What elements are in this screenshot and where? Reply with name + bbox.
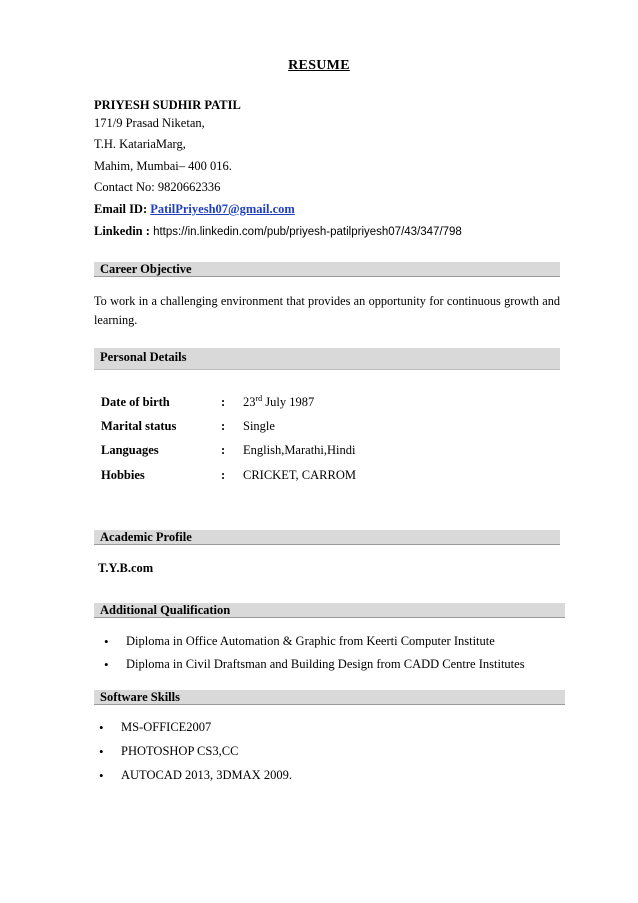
- qualification-text: Diploma in Civil Draftsman and Building Design from CADD Centre Institutes: [126, 657, 525, 671]
- label-date-of-birth: Date of birth: [101, 395, 170, 409]
- value-date-of-birth: [243, 395, 314, 410]
- bullet-icon: •: [99, 768, 104, 783]
- contact-number: Contact No: 9820662336: [94, 180, 221, 194]
- colon-separator: :: [221, 443, 226, 457]
- skill-text: AUTOCAD 2013, 3DMAX 2009.: [121, 768, 292, 782]
- address-line-3: Mahim, Mumbai– 400 016.: [94, 159, 232, 173]
- dob-day: 23: [243, 395, 256, 409]
- email-label: Email ID:: [94, 202, 148, 216]
- value-hobbies: CRICKET, CARROM: [243, 468, 356, 482]
- qualification-text: Diploma in Office Automation & Graphic from Keerti Computer Institute: [126, 634, 495, 648]
- bullet-icon: •: [104, 657, 109, 672]
- address-line-1: 171/9 Prasad Niketan,: [94, 116, 205, 130]
- skill-text: PHOTOSHOP CS3,CC: [121, 744, 239, 758]
- section-heading-software-skills: Software Skills: [94, 690, 565, 705]
- bullet-icon: •: [99, 720, 104, 735]
- list-item: [104, 657, 525, 673]
- list-item: [99, 744, 239, 760]
- email-link[interactable]: PatilPriyesh07@gmail.com: [150, 202, 295, 216]
- label-hobbies: Hobbies: [101, 468, 145, 482]
- label-marital-status: Marital status: [101, 419, 177, 433]
- list-item: [99, 720, 212, 736]
- colon-separator: :: [221, 468, 226, 482]
- candidate-name: PRIYESH SUDHIR PATIL: [94, 98, 241, 112]
- list-item: [104, 634, 495, 650]
- value-languages: English,Marathi,Hindi: [243, 443, 356, 457]
- linkedin-label: Linkedin :: [94, 224, 150, 238]
- skill-text: MS-OFFICE2007: [121, 720, 212, 734]
- section-heading-additional-qualification: Additional Qualification: [94, 603, 565, 618]
- list-item: [99, 768, 292, 784]
- bullet-icon: •: [104, 634, 109, 649]
- address-line-2: T.H. KatariaMarg,: [94, 137, 186, 151]
- email-row: [94, 202, 295, 217]
- section-heading-career-objective: Career Objective: [94, 262, 560, 277]
- section-heading-personal-details: Personal Details: [94, 348, 560, 370]
- value-marital-status: Single: [243, 419, 275, 433]
- resume-title: RESUME: [288, 58, 350, 73]
- colon-separator: :: [221, 419, 226, 433]
- dob-month-year: July 1987: [262, 395, 315, 409]
- label-languages: Languages: [101, 443, 159, 457]
- linkedin-row: [94, 224, 462, 239]
- linkedin-url[interactable]: https://in.linkedin.com/pub/priyesh-patilpriyesh07/43/347/798: [153, 226, 462, 238]
- career-objective-text: To work in a challenging environment that provides an opportunity for continuous growth and learning.: [94, 294, 560, 327]
- section-heading-academic-profile: Academic Profile: [94, 530, 560, 545]
- colon-separator: :: [221, 395, 226, 409]
- academic-degree: T.Y.B.com: [98, 561, 154, 575]
- bullet-icon: •: [99, 744, 104, 759]
- dob-suffix: rd: [255, 393, 263, 403]
